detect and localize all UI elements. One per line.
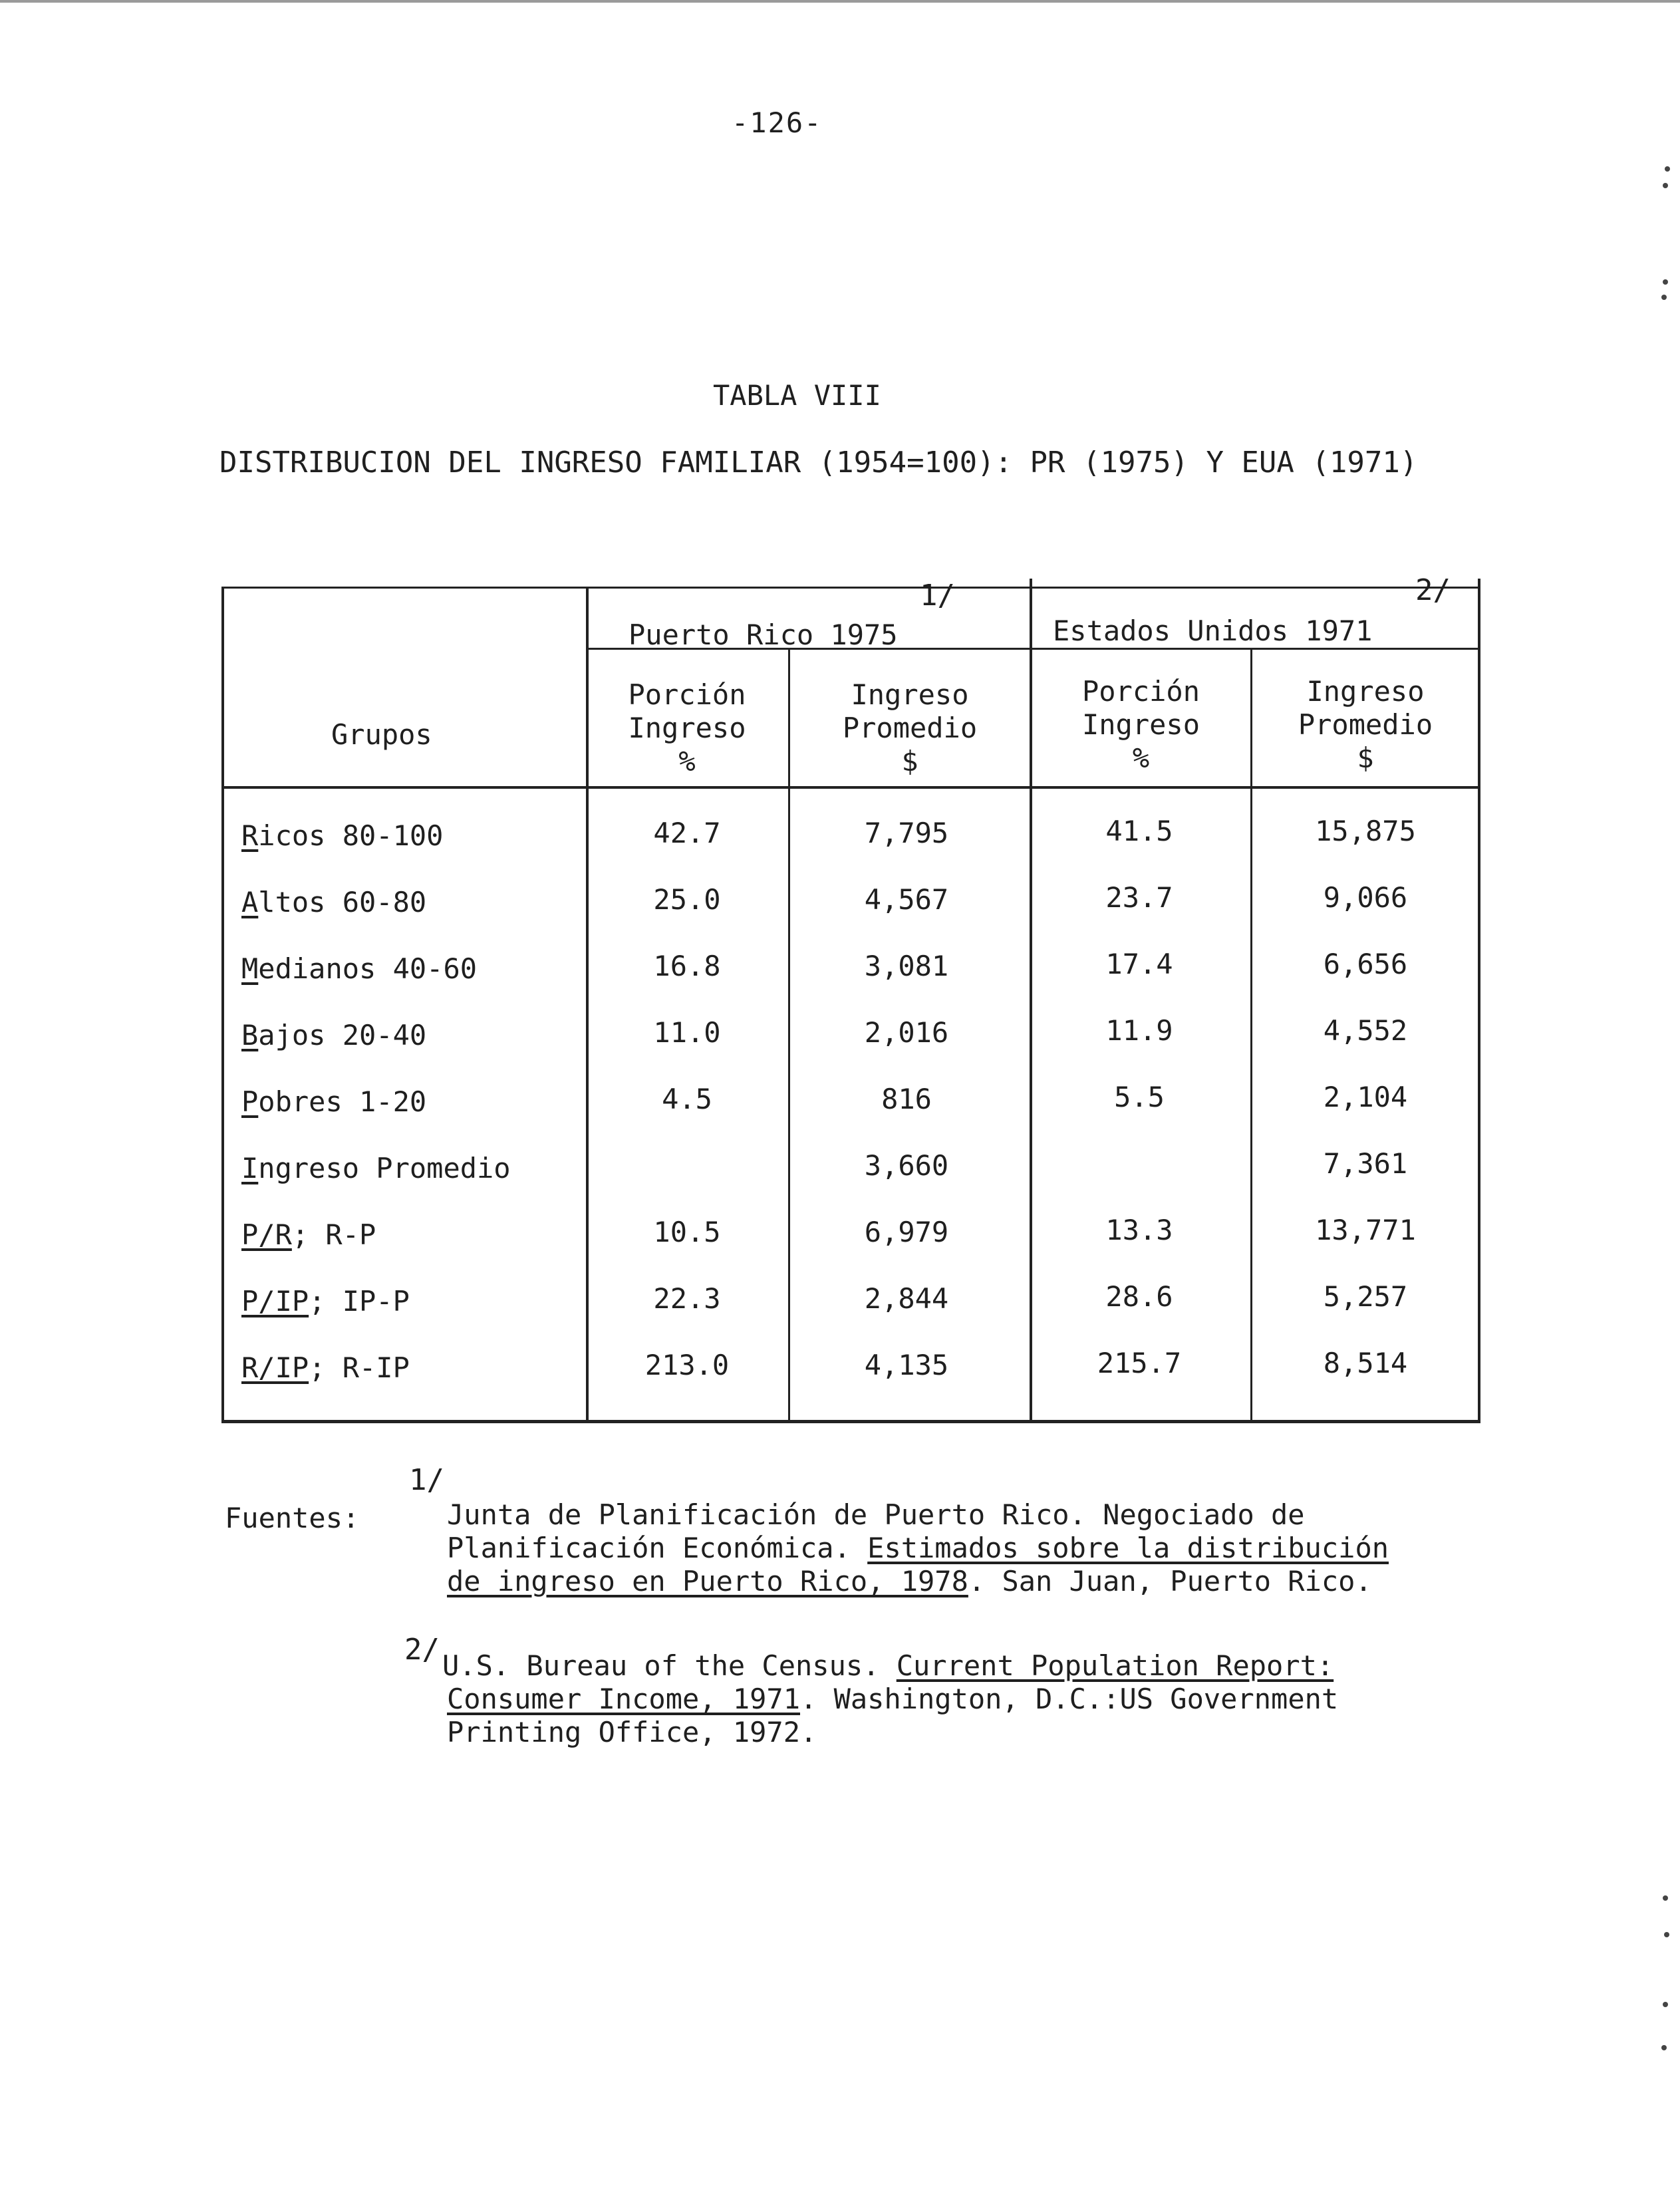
source-2-mark: 2/ (404, 1633, 440, 1667)
source-2-line-2: Consumer Income, 1971. Washington, D.C.:US Government (447, 1683, 1339, 1715)
col-divider-2 (788, 648, 790, 1423)
pr-avg-cell: 3,660 (864, 1149, 949, 1182)
us-share-header-line1: Porción (1081, 675, 1200, 708)
top-edge-rule (0, 0, 1680, 3)
us-avg-header (1256, 675, 1475, 775)
scan-speck (1661, 2045, 1667, 2050)
pr-avg-cell: 2,844 (864, 1282, 949, 1315)
table-border-top (221, 587, 1480, 589)
pr-avg-header (793, 678, 1026, 778)
us-avg-cell: 9,066 (1323, 881, 1408, 914)
header-grupos: Grupos (331, 718, 432, 751)
row-label: R/IP; R-IP (241, 1351, 410, 1384)
row-label: P/IP; IP-P (241, 1285, 410, 1317)
source-2-line-1: U.S. Bureau of the Census. Current Population Report: (442, 1649, 1334, 1682)
scan-speck (1663, 2002, 1668, 2007)
header-estados-unidos (1053, 615, 1372, 647)
sources-label: Fuentes: (225, 1502, 360, 1534)
pr-avg-header-unit: $ (901, 745, 918, 777)
table-title: DISTRIBUCION DEL INGRESO FAMILIAR (1954=100): PR (1975) Y EUA (1971) (219, 446, 1418, 480)
col-divider-1 (586, 587, 589, 1423)
pr-share-header (594, 678, 780, 778)
us-share-cell: 5.5 (1114, 1081, 1165, 1113)
us-avg-cell: 13,771 (1315, 1214, 1416, 1246)
source-1-line-1: Junta de Planificación de Puerto Rico. Negociado de (447, 1498, 1305, 1531)
source-1-mark: 1/ (409, 1463, 444, 1497)
scan-speck (1664, 1932, 1669, 1937)
pr-avg-header-line1: Ingreso (851, 678, 969, 711)
pr-share-cell: 11.0 (653, 1016, 721, 1049)
pr-share-cell: 16.8 (653, 950, 721, 982)
us-avg-cell: 4,552 (1323, 1014, 1408, 1047)
us-avg-cell: 5,257 (1323, 1280, 1408, 1313)
pr-share-header-unit: % (678, 745, 696, 777)
us-footnote-mark: 2/ (1415, 573, 1451, 607)
source-1-line-2: Planificación Económica. Estimados sobre la distribución (447, 1532, 1389, 1564)
us-avg-header-unit: $ (1357, 742, 1374, 774)
us-share-header (1036, 675, 1246, 775)
table-label: TABLA VIII (713, 379, 881, 412)
pr-share-cell: 4.5 (662, 1083, 712, 1115)
header-estados-unidos-label: Estados Unidos 1971 (1053, 615, 1373, 647)
pr-share-cell: 213.0 (644, 1349, 730, 1381)
pr-share-cell: 25.0 (653, 883, 721, 916)
pr-share-cell: 42.7 (653, 817, 721, 849)
scan-speck (1661, 295, 1667, 300)
us-avg-header-line1: Ingreso (1306, 675, 1425, 708)
header-divider (221, 786, 1480, 789)
pr-share-cell: 22.3 (653, 1282, 721, 1315)
us-share-cell: 13.3 (1105, 1214, 1173, 1246)
us-avg-header-line2: Promedio (1298, 708, 1433, 741)
us-share-cell: 11.9 (1105, 1014, 1173, 1047)
pr-share-header-line1: Porción (628, 678, 746, 711)
us-avg-cell: 2,104 (1323, 1081, 1408, 1113)
pr-avg-cell: 3,081 (864, 950, 949, 982)
us-avg-cell: 8,514 (1323, 1347, 1408, 1379)
pr-avg-cell: 4,135 (864, 1349, 949, 1381)
scan-speck (1663, 183, 1668, 188)
row-label: Medianos 40-60 (241, 952, 478, 985)
us-share-cell: 28.6 (1105, 1280, 1173, 1313)
col-divider-3 (1030, 579, 1032, 1423)
us-avg-cell: 7,361 (1323, 1147, 1408, 1180)
pr-share-header-line2: Ingreso (628, 712, 746, 744)
us-share-header-unit: % (1132, 742, 1150, 774)
pr-avg-cell: 6,979 (864, 1216, 949, 1248)
pr-avg-cell: 2,016 (864, 1016, 949, 1049)
pr-footnote-mark: 1/ (920, 579, 955, 613)
us-avg-cell: 6,656 (1323, 948, 1408, 980)
us-share-header-line2: Ingreso (1081, 708, 1200, 741)
scan-speck (1663, 1895, 1668, 1901)
pr-avg-cell: 7,795 (864, 817, 949, 849)
col-divider-4 (1250, 648, 1252, 1423)
us-avg-cell: 15,875 (1315, 815, 1416, 847)
row-label: Ricos 80-100 (241, 819, 444, 852)
row-label: Altos 60-80 (241, 886, 427, 918)
scan-speck (1663, 279, 1668, 285)
income-distribution-table (221, 573, 1480, 1423)
table-border-right (1478, 579, 1480, 1423)
scan-speck (1665, 166, 1670, 172)
page-number: -126- (732, 106, 823, 139)
source-2-line-3: Printing Office, 1972. (447, 1716, 817, 1748)
row-label: Bajos 20-40 (241, 1019, 427, 1051)
header-puerto-rico (629, 619, 898, 651)
source-1-line-3: de ingreso en Puerto Rico, 1978. San Juan, Puerto Rico. (447, 1565, 1372, 1597)
us-share-cell: 17.4 (1105, 948, 1173, 980)
table-border-left (221, 587, 224, 1423)
pr-avg-header-line2: Promedio (842, 712, 978, 744)
pr-share-cell: 10.5 (653, 1216, 721, 1248)
header-puerto-rico-label: Puerto Rico 1975 (629, 619, 898, 651)
row-label: P/R; R-P (241, 1218, 376, 1251)
pr-avg-cell: 4,567 (864, 883, 949, 916)
row-label: Pobres 1-20 (241, 1085, 427, 1118)
us-share-cell: 23.7 (1105, 881, 1173, 914)
table-border-bottom (221, 1420, 1480, 1423)
pr-avg-cell: 816 (881, 1083, 932, 1115)
us-share-cell: 215.7 (1097, 1347, 1182, 1379)
us-share-cell: 41.5 (1105, 815, 1173, 847)
row-label: Ingreso Promedio (241, 1152, 511, 1184)
